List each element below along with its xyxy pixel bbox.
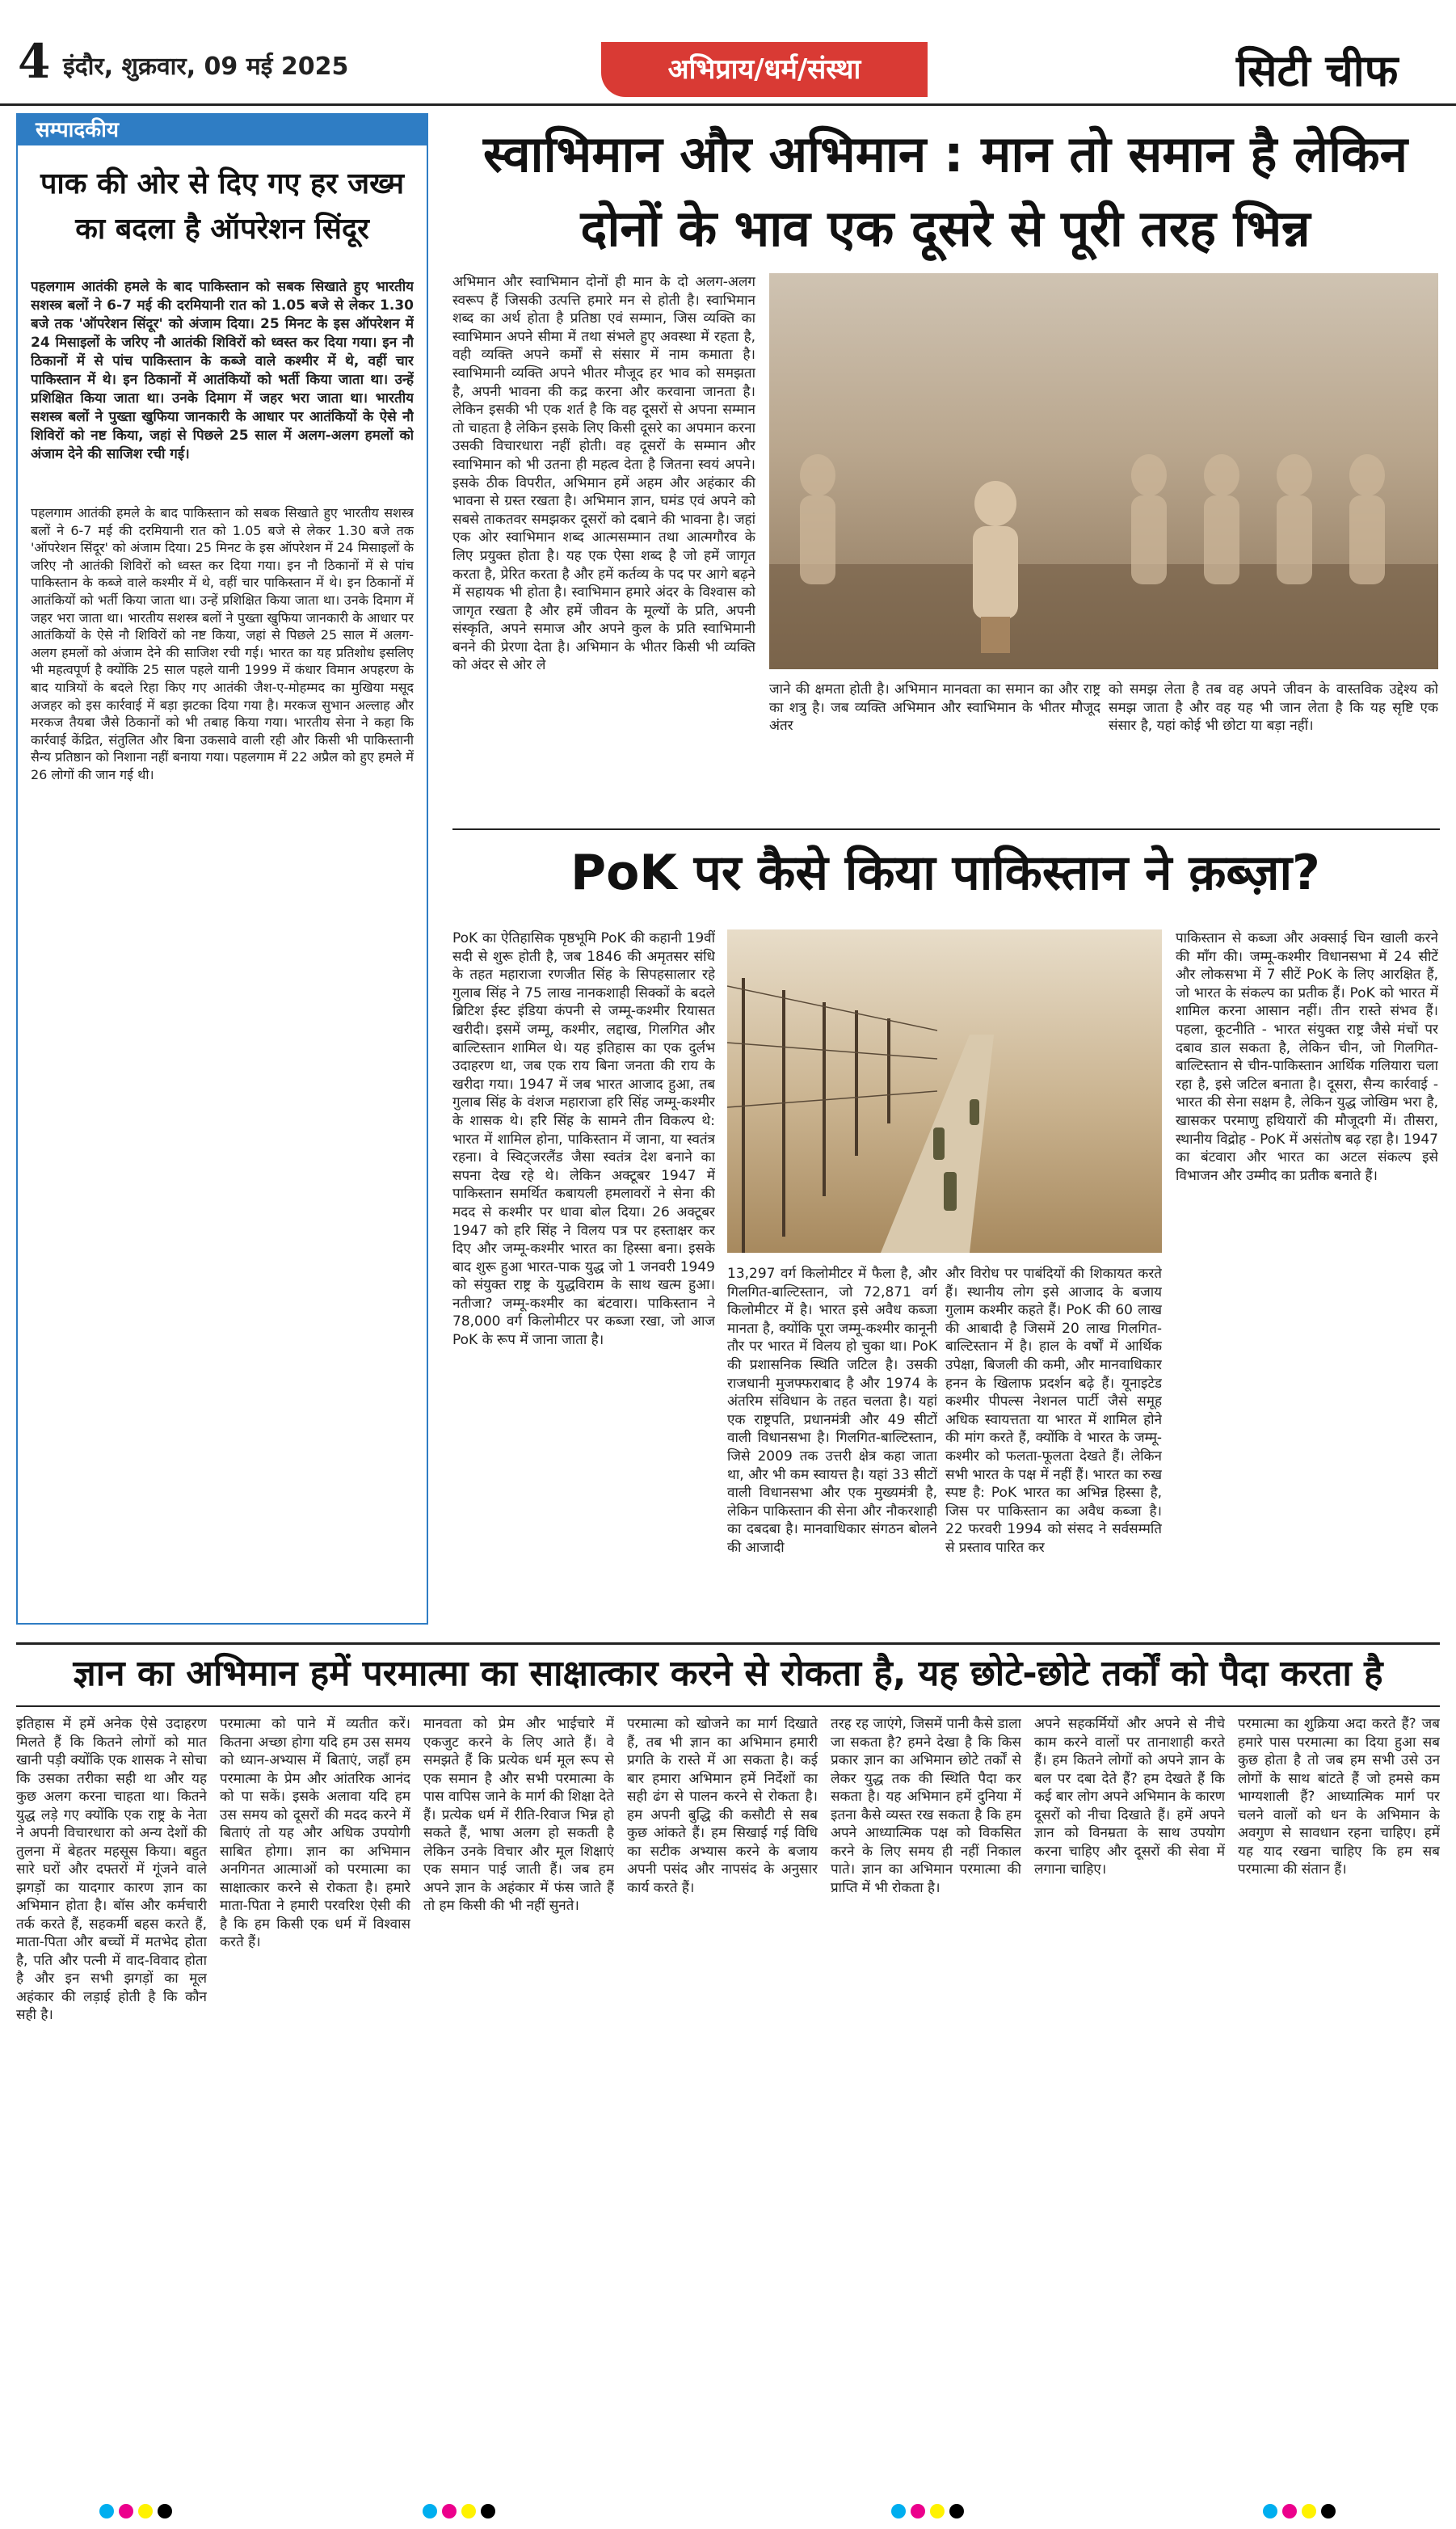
article-separator-under-headline	[16, 1705, 1440, 1707]
wooden-figures-illustration	[769, 273, 1438, 669]
article3-column-3: मानवता को प्रेम और भाईचारे में एकजुट करने के लिए आते हैं। वे समझते हैं कि प्रत्येक धर्म मूल रूप से एक समान है और सभी परमात्मा के पास वापिस जाने के मार्ग की शिक्षा देते हैं। प्रत्येक धर्म में रीति-रिवाज भिन्न हो सकते हैं, भाषा अलग हो सकती है लेकिन उनके विचार और मूल शिक्षाएं एक समान पाई जाती हैं। जब हम अपने ज्ञान के अहंकार में फंस जाते हैं तो हम किसी की भी नहीं सुनते।	[423, 1716, 614, 1914]
article1-column-1: अभिमान और स्वाभिमान दोनों ही मान के दो अलग-अलग स्वरूप हैं जिसकी उत्पत्ति हमारे मन से होती है। स्वाभिमान शब्द का अर्थ होता है प्रतिष्ठा एवं सम्मान, जिस व्यक्ति का स्वाभिमान अपने सीमा में तथा संभले हुए अवस्था में रहता है, वही व्यक्ति अपने कर्मों से संसार में नाम कमाता है। स्वाभिमानी व्यक्ति अपने भीतर मौजूद हर भाव को समझता है, अपनी भावना की कद्र करना और करवाना जानता है। लेकिन इसकी भी एक शर्त है कि वह दूसरों से अपना सम्मान तो चाहता है लेकिन इसके लिए किसी दूसरे का अपमान करना उसकी विचारधारा नहीं होती। वह दूसरों के सम्मान और स्वाभिमान को भी उतना ही महत्व देता है जितना स्वयं अपने। इसके ठीक विपरीत, अभिमान हमें अहम और अहंकार की भावना से ग्रस्त रखता है। अभिमान ज्ञान, घमंड एवं अपने को सबसे ताकतवर समझकर दूसरों को दबाने की भावना है। जहां एक ओर स्वाभिमान शब्द आत्मसम्मान तथा आत्मगौरव के लिए प्रयुक्त होता है। यह एक ऐसा शब्द है जो हमें जागृत करता है, प्रेरित करता है और हमें कर्तव्य के पद पर आगे बढ़ने में सहायक भी होता है। स्वाभिमान हमारे अंदर के विश्वास को जागृत रखता है और हमें जीवन के मूल्यों के प्रति, अपनी संस्कृति, अपने समाज और अपने कुल के प्रति स्वाभिमानी बनने की प्रेरणा देता है। अभिमान के भीतर किसी भी व्यक्ति को अंदर से ओर ले	[452, 274, 755, 674]
article1-photo	[769, 273, 1438, 669]
dateline: इंदौर, शुक्रवार, 09 मई 2025	[63, 53, 349, 81]
article1-column-2: जाने की क्षमता होती है। अभिमान मानवता का समान का और राष्ट्र का शत्रु है। जब व्यक्ति अभिमान और स्वाभिमान के भीतर मौजूद अंतर	[769, 681, 1100, 735]
article3-column-7: परमात्मा का शुक्रिया अदा करते हैं? जब हमारे पास परमात्मा का दिया हुआ सब कुछ होता है तो जब हम सभी उसे उन लोगों के साथ बांटते हैं जो हमसे कम भाग्यशाली हैं? आध्यात्मिक मार्ग पर चलने वालों को धन के अभिमान के अवगुण से सावधान रहना चाहिए। हमें यह याद रखना चाहिए कि हम सब परमात्मा की संतान हैं।	[1238, 1716, 1440, 1878]
article3-column-1: इतिहास में हमें अनेक ऐसे उदाहरण मिलते हैं कि कितने लोगों को मात खानी पड़ी क्योंकि एक शासक ने सोचा कि उसका तरीका सही था और यह कुछ अलग करना चाहता था। कितने युद्ध लड़े गए क्योंकि एक राष्ट्र के नेता ने अपनी विचारधारा को अन्य देशों की तुलना में बेहतर महसूस किया। बहुत सारे घरों और दफ्तरों में गूंजने वाले झगड़ों का यादगार कारण ज्ञान का अभिमान होता है। बॉस और कर्मचारी तर्क करते हैं, सहकर्मी बहस करते हैं, माता-पिता और बच्चों में मतभेद होता है, पति और पत्नी में वाद-विवाद होता है और इन सभी झगड़ों का मूल अहंकार की लड़ाई होती है कि कौन सही है।	[16, 1716, 207, 2023]
border-fence-illustration	[727, 929, 1162, 1253]
article-headline-gyan: ज्ञान का अभिमान हमें परमात्मा का साक्षात्कार करने से रोकता है, यह छोटे-छोटे तर्कों को पैदा करता है	[73, 1653, 1383, 1694]
header-rule	[0, 103, 1456, 106]
section-category: अभिप्राय/धर्म/संस्था	[601, 42, 928, 97]
article-headline-pok: PoK पर कैसे किया पाकिस्तान ने क़ब्ज़ा?	[570, 845, 1320, 901]
article3-column-6: अपने सहकर्मियों और अपने से नीचे काम करने वालों पर तानाशाही करते हैं। हम कितने लोगों को अपने ज्ञान के बल पर दबा देते हैं? हम देखते हैं कि कई बार लोग अपने अभिमान के कारण दूसरों को नीचा दिखाते हैं। हमें अपने ज्ञान को विनम्रता के साथ उपयोग करना चाहिए और दूसरों की सेवा में लगाना चाहिए।	[1034, 1716, 1225, 1878]
article3-column-4: परमात्मा को खोजने का मार्ग दिखाते हैं, तब भी ज्ञान का अभिमान हमारी प्रगति के रास्ते में आ सकता है। कई बार हमारा अभिमान हमें निर्देशों का सही ढंग से पालन करने से रोकता है। हम अपनी बुद्धि की कसौटी से सब कुछ आंकते हैं। हम सिखाई गई विधि का सटीक अभ्यास करने के बजाय अपनी पसंद और नापसंद के अनुसार कार्य करते हैं।	[627, 1716, 818, 1896]
print-registration-marks	[0, 2497, 1456, 2525]
article2-column-3: और विरोध पर पाबंदियों की शिकायत करते हैं। स्थानीय लोग इसे आजाद के बजाय गुलाम कश्मीर कहते हैं। PoK की 60 लाख की आबादी है जिसमें 20 लाख गिलगित-बाल्टिस्तान में है। हाल के वर्षों में आर्थिक उपेक्षा, बिजली की कमी, और मानवाधिकार हनन के खिलाफ प्रदर्शन बढ़े हैं। यूनाइटेड कश्मीर पीपल्स नेशनल पार्टी जैसे समूह अधिक स्वायत्तता या भारत में शामिल होने की मांग करते हैं, क्योंकि वे भारत के जम्मू-कश्मीर को फलता-फूलता देखते हैं। लेकिन सभी भारत के पक्ष में नहीं हैं। भारत का रुख स्पष्ट है: PoK भारत का अभिन्न हिस्सा है, जिस पर पाकिस्तान का अवैध कब्जा है। 22 फरवरी 1994 को संसद ने सर्वसम्मति से प्रस्ताव पारित कर	[945, 1266, 1162, 1556]
article2-column-4: पाकिस्तान से कब्जा और अक्साई चिन खाली करने की माँग की। जम्मू-कश्मीर विधानसभा में 24 सीटें और लोकसभा में 7 सीटें PoK के लिए आरक्षित हैं, जो भारत के संकल्प का प्रतीक हैं। PoK को भारत में शामिल करना आसान नहीं। तीन रास्ते संभव हैं। पहला, कूटनीति - भारत संयुक्त राष्ट्र जैसे मंचों पर दबाव डाल सकता है, लेकिन चीन, जो गिलगित-बाल्टिस्तान से चीन-पाकिस्तान आर्थिक गलियारा चला रहा है, इसे जटिल बनाता है। दूसरा, सैन्य कार्रवाई - भारत की सेना सक्षम है, लेकिन युद्ध जोखिम भरा है, खासकर परमाणु हथियारों की मौजूदगी में। तीसरा, स्थानीय विद्रोह - PoK में असंतोष बढ़ रहा है। 1947 का बंटवारा और भारत का अटल संकल्प इसे विभाजन और उम्मीद का प्रतीक बनाते हैं।	[1176, 930, 1438, 1184]
article3-column-2: परमात्मा को पाने में व्यतीत करें। कितना अच्छा होगा यदि हम उस समय को ध्यान-अभ्यास में बिताएं, जहाँ हम परमात्मा के प्रेम और आंतरिक आनंद को पा सकें। इसके अलावा यदि हम उस समय को दूसरों की मदद करने में बिताएं तो यह और अधिक उपयोगी साबित होगा। ज्ञान का अभिमान अनगिनत आत्माओं को परमात्मा का साक्षात्कार करने से रोकता है। हमारे माता-पिता ने हमारी परवरिश ऐसी की है कि हम किसी एक धर्म में विश्वास करते हैं।	[220, 1716, 410, 1950]
article2-column-2: 13,297 वर्ग किलोमीटर में फैला है, और गिलगित-बाल्टिस्तान, जो 72,871 वर्ग किलोमीटर में है। भारत इसे अवैध कब्जा मानता है, क्योंकि पूरा जम्मू-कश्मीर कानूनी तौर पर भारत में विलय हो चुका था। PoK की प्रशासनिक स्थिति जटिल है। उसकी राजधानी मुजफ्फराबाद है और 1974 के अंतरिम संविधान के तहत चलता है। यहां एक राष्ट्रपति, प्रधानमंत्री और 49 सीटों वाली विधानसभा है। गिलगित-बाल्टिस्तान, जिसे 2009 तक उत्तरी क्षेत्र कहा जाता था, और भी कम स्वायत्त है। यहां 33 सीटों वाली विधानसभा और एक मुख्यमंत्री है, लेकिन पाकिस्तान की सेना और नौकरशाही का दबदबा है। मानवाधिकार संगठन बोलने की आजादी	[727, 1266, 937, 1556]
editorial-headline: पाक की ओर से दिए गए हर जख्म का बदला है ऑपरेशन सिंदूर	[40, 167, 404, 246]
article1-column-3: को समझ लेता है तब वह अपने जीवन के वास्तविक उद्देश्य को समझ जाता है और वह यह भी जान लेता है कि यह सृष्टि एक संसार है, यहां कोई भी छोटा या बड़ा नहीं।	[1109, 681, 1438, 735]
article-separator	[452, 828, 1440, 830]
page-number: 4	[18, 34, 51, 89]
newspaper-brand: सिटी चीफ	[1236, 44, 1399, 96]
editorial-tag: सम्पादकीय	[16, 115, 428, 145]
editorial-body: पहलगाम आतंकी हमले के बाद पाकिस्तान को सबक सिखाते हुए भारतीय सशस्त्र बलों ने 6-7 मई की दरमियानी रात को 1.05 बजे से लेकर 1.30 बजे तक 'ऑपरेशन सिंदूर' को अंजाम दिया। 25 मिनट के इस ऑपरेशन में 24 मिसाइलों के जरिए नौ आतंकी शिविरों को ध्वस्त कर दिया गया। इन नौ ठिकानों में से पांच पाकिस्तान के कब्जे वाले कश्मीर में थे, वहीं चार पाकिस्तान में थे। इन ठिकानों में आतंकियों को भर्ती किया जाता था। उन्हें प्रशिक्षित किया जाता था। उनके दिमाग में जहर भरा जाता था। भारतीय सशस्त्र बलों ने पुख्ता खुफिया जानकारी के आधार पर आतंकियों के ऐसे नौ शिविरों को नष्ट किया, जहां से पिछले 25 साल में अलग-अलग हमलों को अंजाम देने की साजिश रची गई। भारत का यह प्रतिशोध इसलिए भी महत्वपूर्ण है क्योंकि 25 साल पहले यानी 1999 में कंधार विमान अपहरण के बाद यात्रियों के बदले रिहा किए गए आतंकी जैश-ए-मोहम्मद का मुखिया मसूद अजहर को इस कार्रवाई में बड़ा झटका दिया गया है। मरकज सुभान अल्लाह और मरकज तैयबा जैसे ठिकानों को भी तबाह किया गया। भारतीय सेना ने कहा कि कार्रवाई केंद्रित, संतुलित और बिना उकसावे वाली रही और किसी भी पाकिस्तानी सैन्य प्रतिष्ठान को निशाना नहीं बनाया गया। पहलगाम में 22 अप्रैल को हुए हमले में 26 लोगों की जान गई थी।	[31, 505, 414, 782]
article2-photo	[727, 929, 1162, 1253]
article-separator-bottom	[16, 1642, 1440, 1645]
article2-column-1: PoK का ऐतिहासिक पृष्ठभूमि PoK की कहानी 19वीं सदी से शुरू होती है, जब 1846 की अमृतसर संधि के तहत महाराजा रणजीत सिंह के सिपहसालार रहे गुलाब सिंह ने 75 लाख नानकशाही सिक्कों के बदले ब्रिटिश ईस्ट इंडिया कंपनी से जम्मू-कश्मीर रियासत खरीदी। इसमें जम्मू, कश्मीर, लद्दाख, गिलगित और बाल्टिस्तान शामिल थे। यह इतिहास का एक दुर्लभ उदाहरण था, जब एक राय बिना जनता की राय के खरीदा गया। 1947 में जब भारत आजाद हुआ, तब गुलाब सिंह के वंशज महाराजा हरि सिंह जम्मू-कश्मीर के शासक थे। हरि सिंह के सामने तीन विकल्प थे: भारत में शामिल होना, पाकिस्तान में जाना, या स्वतंत्र रहना। वे स्विट्जरलैंड जैसा स्वतंत्र देश बनाने का सपना देख रहे थे। लेकिन अक्टूबर 1947 में पाकिस्तान समर्थित कबायली हमलावरों ने सेना की मदद से कश्मीर पर धावा बोल दिया। 26 अक्टूबर 1947 को हरि सिंह ने विलय पत्र पर हस्ताक्षर कर दिए और जम्मू-कश्मीर भारत का हिस्सा बना। इसके बाद शुरू हुआ भारत-पाक युद्ध जो 1 जनवरी 1949 को संयुक्त राष्ट्र के युद्धविराम के साथ खत्म हुआ। नतीजा? जम्मू-कश्मीर का बंटवारा। पाकिस्तान ने 78,000 वर्ग किलोमीटर पर कब्जा रखा, जो आज PoK के रूप में जाना जाता है।	[452, 930, 715, 1349]
article3-column-5: तरह रह जाएंगे, जिसमें पानी कैसे डाला जा सकता है? हमने देखा है कि किस प्रकार ज्ञान का अभिमान छोटे तर्कों से लेकर युद्ध तक की स्थिति पैदा कर सकता है। यह अभिमान हमें दुनिया में इतना कैसे व्यस्त रख सकता है कि हम अपने आध्यात्मिक पक्ष को विकसित करने के लिए समय ही नहीं निकाल पाते। ज्ञान का अभिमान परमात्मा की प्राप्ति में भी रोकता है।	[831, 1716, 1021, 1896]
editorial-intro: पहलगाम आतंकी हमले के बाद पाकिस्तान को सबक सिखाते हुए भारतीय सशस्त्र बलों ने 6-7 मई की दरमियानी रात को 1.05 बजे से लेकर 1.30 बजे तक 'ऑपरेशन सिंदूर' को अंजाम दिया। 25 मिनट के इस ऑपरेशन में 24 मिसाइलों के जरिए नौ आतंकी शिविरों को ध्वस्त कर दिया गया। इन नौ ठिकानों में से पांच पाकिस्तान के कब्जे वाले कश्मीर में थे, वहीं चार पाकिस्तान में थे। इन ठिकानों में आतंकियों को भर्ती किया जाता था। उन्हें प्रशिक्षित किया जाता था। उनके दिमाग में जहर भरा जाता था। भारतीय सशस्त्र बलों ने पुख्ता खुफिया जानकारी के आधार पर आतंकियों के ऐसे नौ शिविरों को नष्ट किया, जहां से पिछले 25 साल में अलग-अलग हमलों को अंजाम देने की साजिश रची गई।	[31, 279, 414, 462]
article-headline-swabhiman: स्वाभिमान और अभिमान : मान तो समान है लेकिन दोनों के भाव एक दूसरे से पूरी तरह भिन्न	[482, 124, 1408, 258]
